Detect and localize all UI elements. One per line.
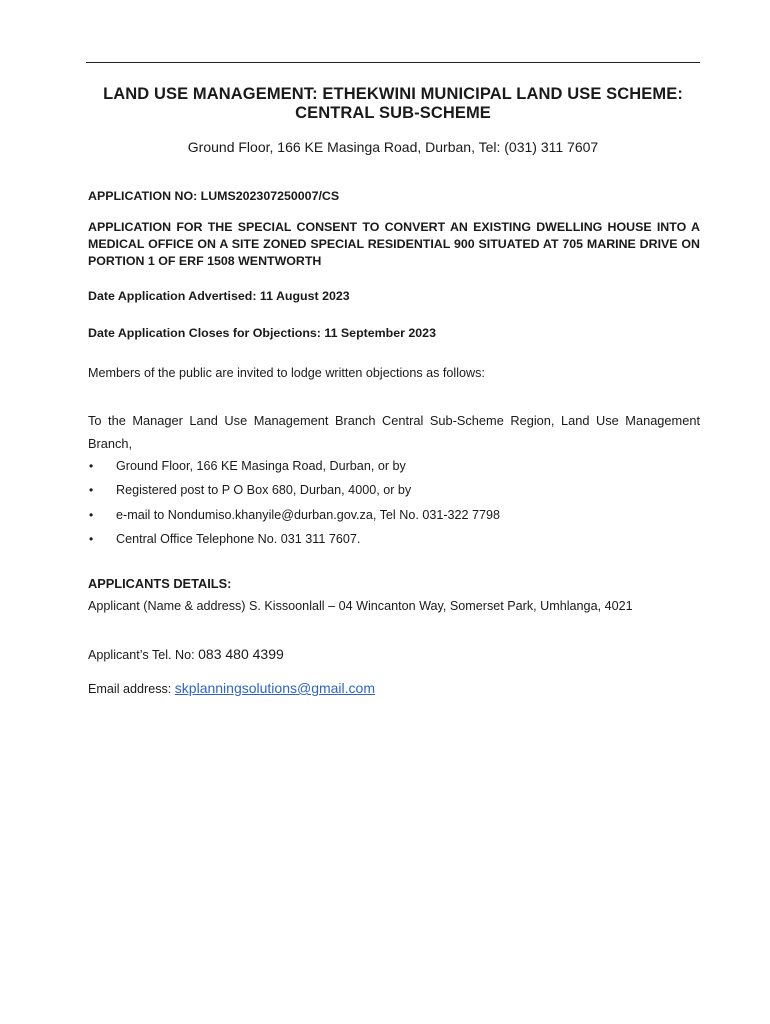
list-item-text: Ground Floor, 166 KE Masinga Road, Durban, or by [116, 459, 406, 473]
email-link[interactable]: skplanningsolutions@gmail.com [174, 680, 375, 696]
bullet-icon: • [89, 459, 94, 473]
document-title: LAND USE MANAGEMENT: ETHEKWINI MUNICIPAL LAND USE SCHEME: CENTRAL SUB-SCHEME [103, 85, 683, 122]
manager-address: To the Manager Land Use Management Branch Central Sub-Scheme Region, Land Use Management Branch, [88, 413, 700, 451]
tel-number: 083 480 4399 [198, 646, 284, 662]
list-item [88, 456, 700, 480]
application-description: APPLICATION FOR THE SPECIAL CONSENT TO CONVERT AN EXISTING DWELLING HOUSE INTO A MEDICAL OFFICE ON A SITE ZONED SPECIAL RESIDENTIAL 900 SITUATED AT 705 MARINE DRIVE ON PORTION 1 OF ERF 1508 WENTWORTH [88, 220, 700, 268]
list-item-text: e-mail to Nondumiso.khanyile@durban.gov.za, Tel No. 031-322 7798 [116, 507, 501, 522]
top-divider [86, 62, 700, 63]
office-address: Ground Floor, 166 KE Masinga Road, Durban, Tel: (031) 311 7607 [187, 139, 599, 155]
list-item [88, 505, 700, 529]
applicants-heading: APPLICANTS DETAILS: [88, 576, 232, 591]
bullet-icon: • [89, 531, 94, 546]
applicant-details: Applicant (Name & address) S. Kissoonlall – 04 Wincanton Way, Somerset Park, Umhlanga, 4021 [88, 599, 633, 613]
list-item-text: Central Office Telephone No. 031 311 7607. [116, 531, 361, 546]
list-item-text: Registered post to P O Box 680, Durban, 4000, or by [116, 483, 412, 498]
applicant-email [88, 680, 700, 698]
email-label: Email address: [88, 682, 175, 696]
list-item [88, 480, 700, 504]
objection-channel-list [88, 456, 700, 553]
date-advertised: Date Application Advertised: 11 August 2023 [88, 289, 350, 303]
application-number: APPLICATION NO: LUMS202307250007/CS [88, 189, 340, 203]
date-closes: Date Application Closes for Objections: 11 September 2023 [88, 326, 436, 340]
bullet-icon: • [89, 507, 94, 522]
tel-label: Applicant’s Tel. No: [88, 648, 199, 662]
list-item [88, 529, 700, 553]
applicant-telephone [88, 646, 700, 664]
bullet-icon: • [89, 483, 94, 498]
public-notice: Members of the public are invited to lodge written objections as follows: [88, 366, 485, 380]
